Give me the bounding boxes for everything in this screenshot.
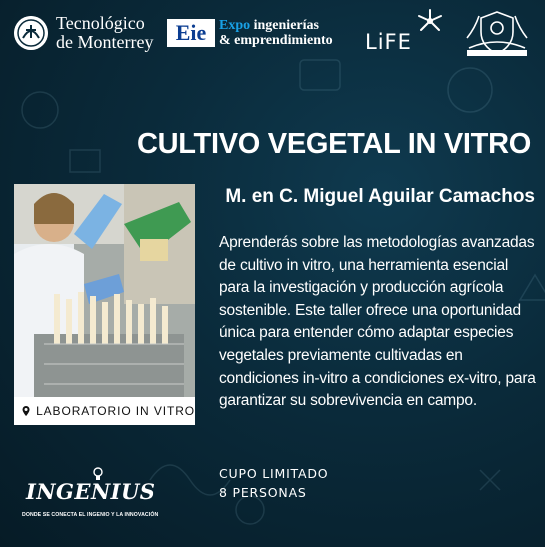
- workshop-title: CULTIVO VEGETAL IN VITRO: [137, 128, 531, 160]
- tec-seal-icon: [14, 16, 48, 50]
- location-badge: [14, 397, 195, 425]
- tec-line-2: de Monterrey: [56, 32, 154, 52]
- expo-logo-text: [219, 18, 333, 48]
- ingenius-logo: [20, 465, 159, 525]
- map-pin-icon: [22, 401, 30, 421]
- speaker-name: M. en C. Miguel Aguilar Camachos: [225, 186, 535, 207]
- ingenius-name: INGENIUS: [26, 479, 156, 504]
- expo-prefix: Expo: [219, 18, 251, 33]
- tec-monterrey-logo: [14, 14, 153, 52]
- life-logo: [365, 8, 445, 52]
- life-text: LiFE: [365, 30, 412, 54]
- capacity-line-1: CUPO LIMITADO: [219, 466, 329, 481]
- capacity-info: [219, 464, 328, 502]
- expo-line-2: & emprendimiento: [219, 33, 333, 48]
- location-label: LABORATORIO IN VITRO: [36, 404, 195, 418]
- tec-logo-text: [56, 14, 153, 52]
- tec-line-1: Tecnológico: [56, 13, 145, 33]
- expo-suffix: ingenierías: [250, 18, 319, 33]
- capacity-line-2: 8 PERSONAS: [219, 485, 307, 500]
- workshop-description: Aprenderás sobre las metodologías avanzadas de cultivo in vitro, una herramienta esencial para la investigación y producción agrícola sostenible. Este taller ofrece una oportunidad única para entender cómo adaptar especies vegetales previamente cultivadas en condiciones in-vitro a condiciones ex-vitro, para garantizar su sobrevivencia en campo.: [219, 234, 536, 410]
- expo-ingenierias-logo: [167, 18, 333, 48]
- lab-photo: [14, 184, 195, 424]
- eie-mark: Eie: [167, 19, 215, 47]
- sparkle-burst-icon: [415, 8, 445, 34]
- crest-shield-icon: [463, 8, 531, 60]
- lab-photo-image: [14, 184, 195, 424]
- ingenius-tagline: DONDE SE CONECTA EL INGENIO Y LA INNOVACIÓN: [22, 512, 159, 518]
